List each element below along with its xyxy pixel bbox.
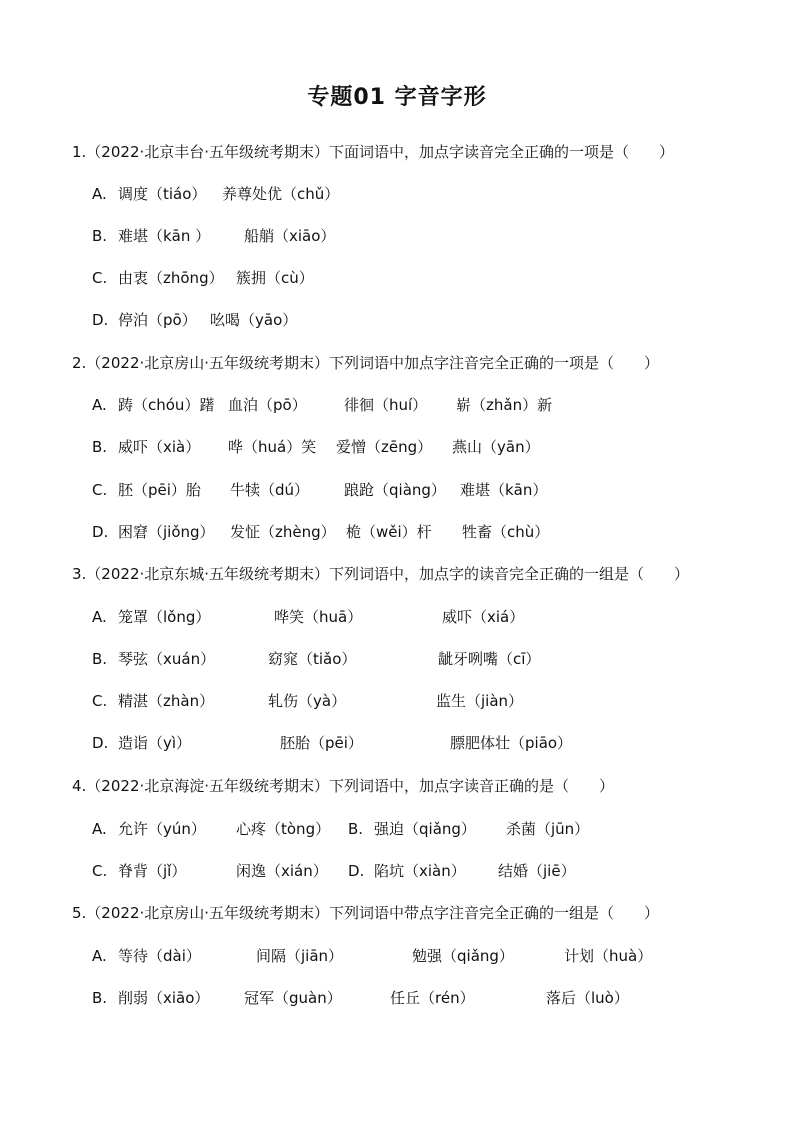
page-title: 专题01 字音字形	[307, 85, 487, 110]
question-3-option-d-letter: D.	[92, 734, 109, 752]
question-4-option-d-item-2: 结婚（jiē）	[498, 862, 576, 880]
question-5-option-a-item-4: 计划（huà）	[564, 947, 653, 965]
question-3-option-b-item-3: 龇牙咧嘴（cī）	[438, 650, 541, 668]
question-1-option-c-item-2: 簇拥（cù）	[236, 269, 314, 287]
question-1-option-b-letter: B.	[92, 227, 108, 245]
question-1-option-b-item-2: 船艄（xiāo）	[244, 227, 336, 245]
question-2-option-a-letter: A.	[92, 396, 107, 414]
question-3-option-d-item-3: 膘肥体壮（piāo）	[450, 734, 573, 752]
question-4-option-c-letter: C.	[92, 862, 108, 880]
question-2-option-b-item-4: 燕山（yān）	[452, 438, 540, 456]
question-2-option-d-item-1: 困窘（jiǒng）	[118, 523, 215, 541]
question-2-option-a-item-2: 血泊（pō）	[228, 396, 307, 414]
question-3-option-c-letter: C.	[92, 692, 108, 710]
question-2-option-a-item-3: 徘徊（huí）	[344, 396, 428, 414]
question-4-stem: 4.（2022·北京海淀·五年级统考期末）下列词语中，加点字读音正确的是（ ）	[72, 777, 615, 795]
question-5-option-b-item-3: 任丘（rén）	[390, 989, 475, 1007]
question-5-option-a-letter: A.	[92, 947, 107, 965]
question-1-option-d-item-2: 吆喝（yāo）	[210, 311, 298, 329]
question-1-stem: 1.（2022·北京丰台·五年级统考期末）下面词语中，加点字读音完全正确的一项是（ ）	[72, 143, 675, 161]
question-4-option-c-item-2: 闲逸（xián）	[236, 862, 328, 880]
question-2-option-d-item-4: 牲畜（chù）	[462, 523, 550, 541]
question-3-option-b-letter: B.	[92, 650, 108, 668]
question-4-option-d-letter: D.	[348, 862, 365, 880]
question-3-option-d-item-2: 胚胎（pēi）	[280, 734, 363, 752]
question-2-option-a-item-4: 崭（zhǎn）新	[456, 396, 553, 414]
question-3-stem: 3.（2022·北京东城·五年级统考期末）下列词语中，加点字的读音完全正确的一组是（ ）	[72, 565, 690, 583]
question-2-option-c-item-2: 牛犊（dú）	[230, 481, 310, 499]
question-4-option-b-item-1: 强迫（qiǎng）	[374, 820, 476, 838]
question-2-option-d-letter: D.	[92, 523, 109, 541]
question-3-option-b-item-1: 琴弦（xuán）	[118, 650, 216, 668]
question-5-option-b-item-2: 冠军（guàn）	[244, 989, 342, 1007]
question-3-option-d-item-1: 造诣（yì）	[118, 734, 192, 752]
question-2-option-b-letter: B.	[92, 438, 108, 456]
question-1-option-c-item-1: 由衷（zhōng）	[118, 269, 224, 287]
question-2-option-b-item-2: 哗（huá）笑	[228, 438, 317, 456]
question-4-option-b-item-2: 杀菌（jūn）	[506, 820, 590, 838]
question-2-option-d-item-3: 桅（wěi）杆	[346, 523, 432, 541]
question-3-option-a-item-1: 笼罩（lǒng）	[118, 608, 211, 626]
question-5-option-a-item-2: 间隔（jiān）	[256, 947, 344, 965]
question-3-option-c-item-1: 精湛（zhàn）	[118, 692, 215, 710]
question-1-option-a-letter: A.	[92, 185, 107, 203]
question-5-stem: 5.（2022·北京房山·五年级统考期末）下列词语中带点字注音完全正确的一组是（ ）	[72, 904, 660, 922]
question-1-option-b-item-1: 难堪（kān ）	[118, 227, 211, 245]
question-4-option-a-item-1: 允许（yún）	[118, 820, 206, 838]
question-3-option-c-item-2: 轧伤（yà）	[268, 692, 347, 710]
question-4-option-d-item-1: 陷坑（xiàn）	[374, 862, 466, 880]
question-3-option-b-item-2: 窈窕（tiǎo）	[268, 650, 357, 668]
question-4-option-b-letter: B.	[348, 820, 364, 838]
question-2-option-c-item-4: 难堪（kān）	[460, 481, 548, 499]
question-1-option-d-item-1: 停泊（pō）	[118, 311, 197, 329]
question-5-option-b-item-4: 落后（luò）	[546, 989, 629, 1007]
question-2-option-c-letter: C.	[92, 481, 108, 499]
question-3-option-c-item-3: 监生（jiàn）	[436, 692, 524, 710]
question-3-option-a-letter: A.	[92, 608, 107, 626]
question-2-stem: 2.（2022·北京房山·五年级统考期末）下列词语中加点字注音完全正确的一项是（ ）	[72, 354, 660, 372]
question-2-option-c-item-3: 踉跄（qiàng）	[344, 481, 446, 499]
question-4-option-a-letter: A.	[92, 820, 107, 838]
question-3-option-a-item-3: 威吓（xiá）	[442, 608, 525, 626]
question-2-option-c-item-1: 胚（pēi）胎	[118, 481, 201, 499]
question-2-option-a-item-1: 踌（chóu）躇	[118, 396, 215, 414]
question-2-option-b-item-1: 威吓（xià）	[118, 438, 201, 456]
question-2-option-d-item-2: 发怔（zhèng）	[230, 523, 336, 541]
question-1-option-d-letter: D.	[92, 311, 109, 329]
question-5-option-a-item-3: 勉强（qiǎng）	[412, 947, 514, 965]
question-5-option-b-letter: B.	[92, 989, 108, 1007]
question-4-option-a-item-2: 心疼（tòng）	[236, 820, 331, 838]
question-1-option-c-letter: C.	[92, 269, 108, 287]
question-5-option-a-item-1: 等待（dài）	[118, 947, 201, 965]
question-4-option-c-item-1: 脊背（jǐ）	[118, 862, 187, 880]
question-1-option-a-item-1: 调度（tiáo）	[118, 185, 207, 203]
question-1-option-a-item-2: 养尊处优（chǔ）	[222, 185, 340, 203]
question-2-option-b-item-3: 爱憎（zēng）	[336, 438, 433, 456]
question-3-option-a-item-2: 哗笑（huā）	[274, 608, 363, 626]
question-5-option-b-item-1: 削弱（xiāo）	[118, 989, 210, 1007]
